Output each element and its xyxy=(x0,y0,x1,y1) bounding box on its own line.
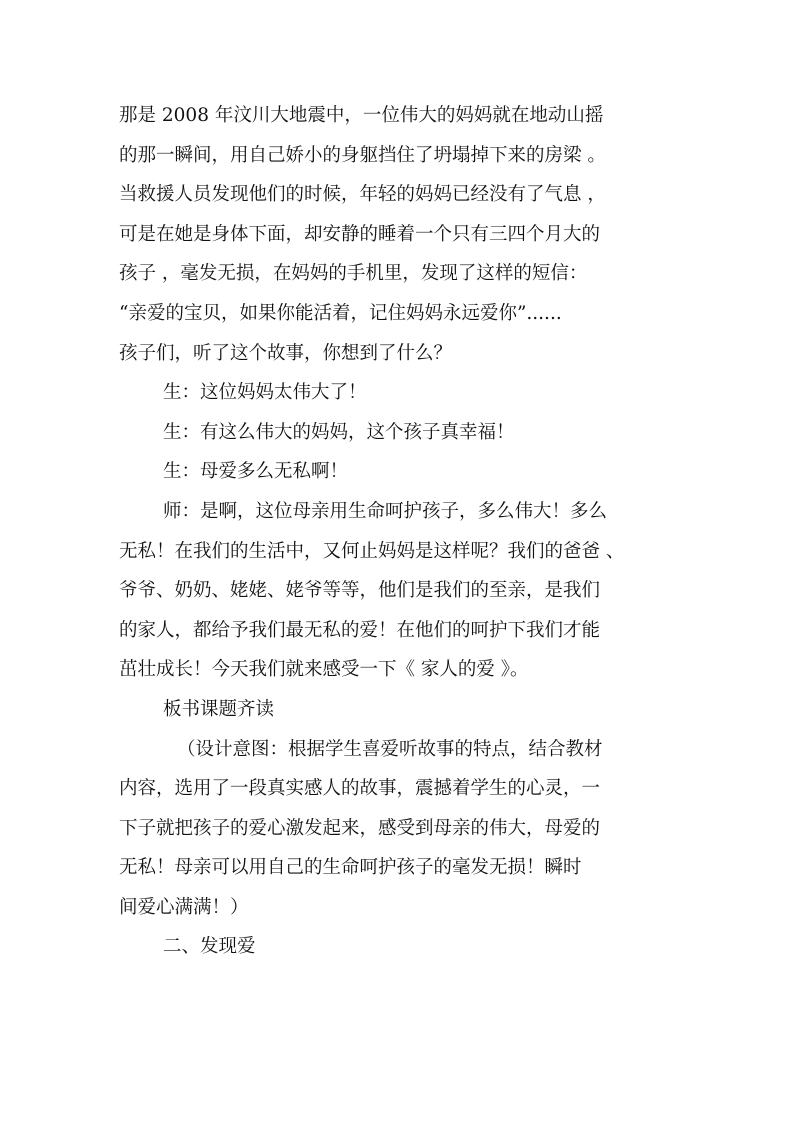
text-line-2: 的那一瞬间，用自己娇小的身躯挡住了坍塌掉下来的房梁 。 xyxy=(119,144,606,166)
text-line-6: “亲爱的宝贝，如果你能活着，记住妈妈永远爱你”...... xyxy=(119,302,562,324)
text-line-14: 的家人，都给予我们最无私的爱！在他们的呵护下我们才能 xyxy=(119,619,601,641)
text-line-21: 间爱心满满！） xyxy=(119,896,249,918)
text-line-3: 当救援人员发现他们的时候，年轻的妈妈已经没有了气息 ， xyxy=(119,184,606,206)
text-line-8: 生：这位妈妈太伟大了！ xyxy=(163,382,367,404)
text-line-16: 板书课题齐读 xyxy=(163,698,275,720)
text-line-18: 内容，选用了一段真实感人的故事，震撼着学生的心灵，一 xyxy=(119,778,601,800)
text-line-5: 孩子 ，毫发无损，在妈妈的手机里，发现了这样的短信： xyxy=(119,263,588,285)
text-line-13: 爷爷、奶奶、姥姥、姥爷等等，他们是我们的至亲，是我们 xyxy=(119,580,601,602)
text-line-20: 无私！母亲可以用自己的生命呵护孩子的毫发无损！瞬时 xyxy=(119,857,582,879)
text-line-9: 生：有这么伟大的妈妈，这个孩子真幸福！ xyxy=(163,421,515,443)
text-line-15: 茁壮成长！今天我们就来感受一下《 家人的爱 》。 xyxy=(119,659,529,681)
text-line-12: 无私！在我们的生活中，又何止妈妈是这样呢？我们的爸爸 、 xyxy=(119,540,625,562)
text-line-11: 师：是啊，这位母亲用生命呵护孩子，多么伟大！多么 xyxy=(163,500,608,522)
text-line-19: 下子就把孩子的爱心激发起来，感受到母亲的伟大，母爱的 xyxy=(119,817,601,839)
text-line-7: 孩子们，听了这个故事，你想到了什么？ xyxy=(119,342,453,364)
document-body xyxy=(119,96,679,967)
text-line-4: 可是在她是身体下面，却安静的睡着一个只有三四个月大的 xyxy=(119,223,601,245)
text-line-10: 生：母爱多么无私啊！ xyxy=(163,461,349,483)
section-heading: 二、发现爱 xyxy=(163,936,256,958)
text-line-1: 那是 2008 年汶川大地震中，一位伟大的妈妈就在地动山摇 xyxy=(119,105,604,126)
text-line-17: （设计意图：根据学生喜爱听故事的特点，结合教材 xyxy=(177,738,603,760)
